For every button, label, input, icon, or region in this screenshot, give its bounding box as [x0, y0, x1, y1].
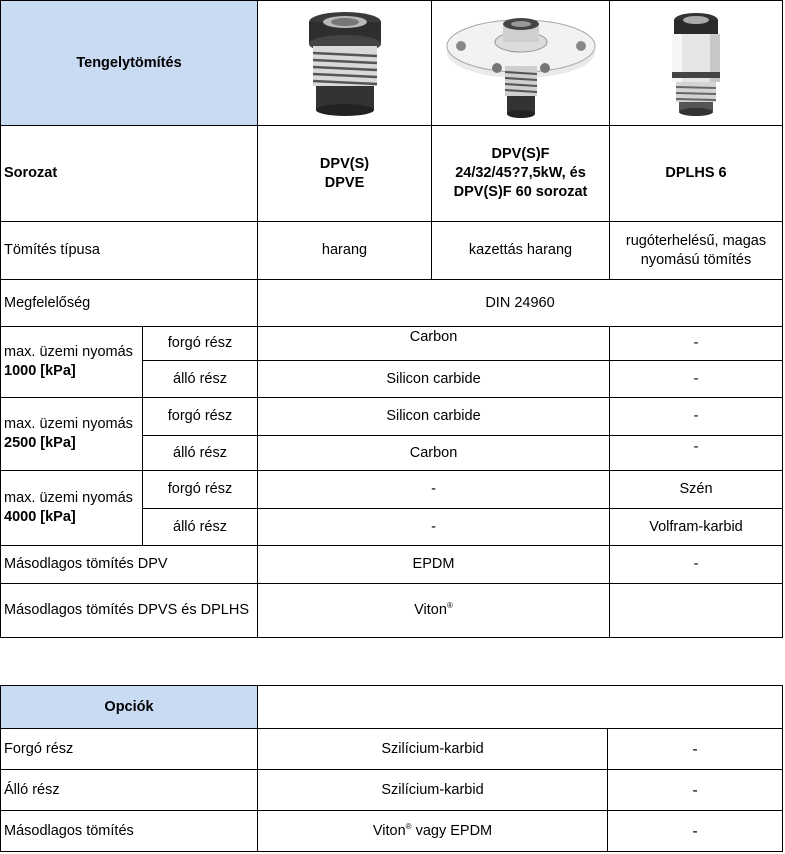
- option-secondary-label: Másodlagos tömítés: [1, 811, 258, 852]
- registered-mark: ®: [446, 601, 453, 611]
- material-dpv: -: [258, 471, 610, 509]
- conformity-label: Megfelelőség: [1, 280, 258, 327]
- part-rotating: forgó rész: [143, 398, 258, 436]
- material-dpv: -: [258, 509, 610, 546]
- material-dplhs: Szén: [610, 471, 783, 509]
- secondary-dpv-value: EPDM: [258, 546, 610, 584]
- options-table: [0, 685, 783, 852]
- option-rotating-extra: -: [608, 729, 783, 770]
- series-dpvsf: DPV(S)F 24/32/45?7,5kW, és DPV(S)F 60 sorozat: [432, 126, 610, 222]
- secondary-dpvs-value: [258, 584, 610, 638]
- pressure-label: max. üzemi nyomás: [4, 490, 133, 506]
- pressure-value: 1000 [kPa]: [4, 363, 76, 379]
- seal-image-cell-dpvs: [258, 1, 432, 126]
- material-dpv: Silicon carbide: [258, 398, 610, 436]
- pressure-value: 4000 [kPa]: [4, 509, 76, 525]
- material-dplhs: -: [610, 398, 783, 436]
- pressure-label: max. üzemi nyomás: [4, 416, 133, 432]
- option-secondary-value: [258, 811, 608, 852]
- registered-mark: ®: [405, 821, 412, 831]
- seal-type-label: Tömítés típusa: [1, 222, 258, 280]
- material-dplhs: -: [610, 327, 783, 361]
- part-rotating: forgó rész: [143, 471, 258, 509]
- secondary-dpv-label: Másodlagos tömítés DPV: [1, 546, 258, 584]
- series-label: Sorozat: [1, 126, 258, 222]
- flanged-cassette-seal-icon: [441, 6, 601, 121]
- conformity-value: DIN 24960: [258, 280, 783, 327]
- option-stationary-value: Szilícium-karbid: [258, 770, 608, 811]
- pressure-group-4000: [1, 471, 143, 546]
- secondary-dpvs-label: Másodlagos tömítés DPVS és DPLHS: [1, 584, 258, 638]
- bellows-seal-icon: [300, 8, 390, 118]
- option-rotating-label: Forgó rész: [1, 729, 258, 770]
- secondary-dpvs-empty: [610, 584, 783, 638]
- high-pressure-seal-icon: [661, 8, 731, 118]
- material-dplhs: -: [610, 361, 783, 398]
- material-dpv: Carbon: [258, 436, 610, 471]
- viton-text: Viton: [372, 822, 406, 839]
- part-stationary: álló rész: [143, 436, 258, 471]
- options-header-empty: [258, 686, 783, 729]
- value-suffix: vagy EPDM: [411, 822, 493, 839]
- series-dpvs: DPV(S) DPVE: [258, 126, 432, 222]
- viton-text: Viton: [414, 602, 447, 618]
- pressure-label: max. üzemi nyomás: [4, 344, 133, 360]
- pressure-group-2500: [1, 398, 143, 471]
- material-dpv: Carbon: [258, 327, 610, 361]
- header-shaft-seal: Tengelytömítés: [1, 1, 258, 126]
- series-dplhs: DPLHS 6: [610, 126, 783, 222]
- option-stationary-extra: -: [608, 770, 783, 811]
- header-options: Opciók: [1, 686, 258, 729]
- seal-type-dplhs: rugóterhelésű, magas nyomású tömítés: [610, 222, 783, 280]
- seal-image-cell-dplhs: [610, 1, 783, 126]
- material-dpv: Silicon carbide: [258, 361, 610, 398]
- material-dplhs: -: [610, 436, 783, 471]
- part-stationary: álló rész: [143, 361, 258, 398]
- part-stationary: álló rész: [143, 509, 258, 546]
- option-secondary-extra: -: [608, 811, 783, 852]
- part-rotating: forgó rész: [143, 327, 258, 361]
- option-rotating-value: Szilícium-karbid: [258, 729, 608, 770]
- pressure-group-1000: [1, 327, 143, 398]
- option-stationary-label: Álló rész: [1, 770, 258, 811]
- secondary-dpv-dplhs: -: [610, 546, 783, 584]
- material-dplhs: Volfram-karbid: [610, 509, 783, 546]
- seal-type-dpvs: harang: [258, 222, 432, 280]
- seal-type-dpvsf: kazettás harang: [432, 222, 610, 280]
- seal-image-cell-dpvsf: [432, 1, 610, 126]
- pressure-value: 2500 [kPa]: [4, 435, 76, 451]
